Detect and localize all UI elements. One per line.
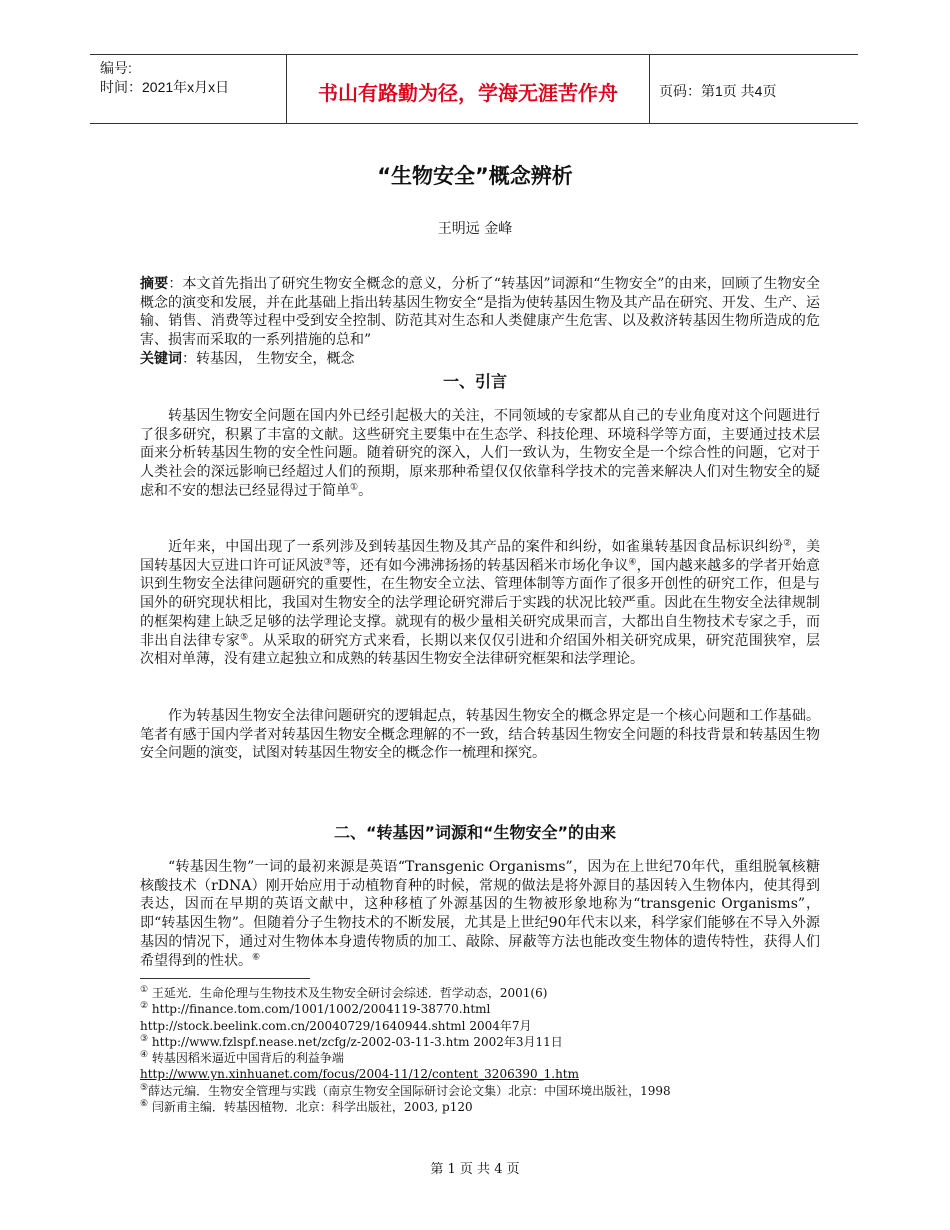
abstract-block [140,275,820,369]
abstract-label: 摘要 [140,276,169,292]
footnote-ref: ⑥ [252,951,261,962]
header-meta-cell [90,55,286,123]
footnote-item: ⑤薛达元编．生物安全管理与实践（南京生物安全国际研讨会论文集）北京：中国环境出版社，1998 [140,1082,671,1098]
document-number-label: 编号: [100,60,132,76]
article-authors: 王明远 金峰 [437,221,513,237]
header-page-info: 页码：第1页 共4页 [659,83,777,99]
section-1-paragraph-2: 近年来，中国出现了一系列涉及到转基因生物及其产品的案件和纠纷，如雀巢转基因食品标识纠纷②，美国转基因大豆进口许可证风波③等，还有如今沸沸扬扬的转基因稻米市场化争议④，国内越来越多的学者开始意识到生物安全法律问题研究的重要性，在生物安全立法、管理体制等方面作了很多开创性的研究工作，但是与国外的研究现状相比，我国对生物安全的法学理论研究滞后于实践的状况比较严重。因此在生物安全法律规制的框架构建上缺乏足够的法学理论支撑。就现有的极少量相关研究成果而言，大都出自生物技术专家之手，而非出自法律专家⑤。从采取的研究方式来看，长期以来仅仅引进和介绍国外相关研究成果，研究范围狭窄，层次相对单薄，没有建立起独立和成熟的转基因生物安全法律研究框架和法学理论。 [140,538,821,668]
section-1-heading: 一、引言 [442,372,507,391]
keywords-text: ：转基因， 生物安全，概念 [182,350,355,367]
document-header [90,54,858,124]
footnotes [140,985,840,1115]
section-1-paragraph-3: 作为转基因生物安全法律问题研究的逻辑起点，转基因生物安全的概念界定是一个核心问题和工作基础。笔者有感于国内学者对转基因生物安全概念理解的不一致，结合转基因生物安全问题的科技背景和转基因生物安全问题的演变，试图对转基因生物安全的概念作一梳理和探究。 [140,708,820,762]
section-2-paragraph-1: “转基因生物”一词的最初来源是英语“Transgenic Organisms”，因为在上世纪70年代，重组脱氧核糖核酸技术（rDNA）刚开始应用于动植物育种的时候，常规的做法是将外源目的基因转入生物体内，使其得到表达，因而在早期的英语文献中，这种移植了外源基因的生物被形象地称为“transgenic Organisms”，即“转基因生物”。但随着分子生物技术的不断发展，尤其是上世纪90年代末以来，科学家们能够在不导入外源基因的情况下，通过对生物体本身遗传物质的加工、敲除、屏蔽等方法也能改变生物体的遗传特性，获得人们希望得到的性状。⑥ [140,859,820,969]
footnote-item: ③ http://www.fzlspf.nease.net/zcfg/z-2002-03-11-3.htm 2002年3月11日 [140,1033,563,1049]
abstract-paragraph [140,275,820,350]
footnote-ref: ③ [323,557,332,568]
keywords-line [140,350,820,369]
footnote-separator [140,978,310,979]
footnote-ref: ① [350,482,359,493]
footnote-ref: ② [783,538,792,549]
footnote-item: ② http://finance.tom.com/1001/1002/2004119-38770.html [140,1001,491,1017]
document-time-label: 时间：2021年x月x日 [100,79,230,95]
keywords-label: 关键词 [140,350,182,367]
footnote-link[interactable]: http://www.yn.xinhuanet.com/focus/2004-11/12/content_3206390_1.htm [140,1067,579,1082]
section-2-heading: 二、“转基因”词源和“生物安全”的由来 [333,823,617,842]
footnote-item: ④ 转基因稻米逼近中国背后的利益争端 [140,1050,344,1066]
footnote-item: ⑥ 闫新甫主编．转基因植物．北京：科学出版社，2003, p120 [140,1099,473,1115]
footnote-item: http://stock.beelink.com.cn/20040729/1640944.shtml 2004年7月 [140,1018,532,1033]
footnote-ref: ④ [628,557,637,568]
header-page-cell [649,55,858,123]
header-motto-cell [286,55,650,123]
article-title: “生物安全”概念辨析 [377,164,573,188]
section-1-paragraph-1: 转基因生物安全问题在国内外已经引起极大的关注，不同领域的专家都从自己的专业角度对这个问题进行了很多研究，积累了丰富的文献。这些研究主要集中在生态学、科技伦理、环境科学等方面，主要通过技术层面来分析转基因生物的安全性问题。随着研究的深入，人们一致认为，生物安全是一个综合性的问题，它对于人类社会的深远影响已经超过人们的预期，原来那种希望仅仅依靠科学技术的完善来解决人们对生物安全的疑虑和不安的想法已经显得过于简单①。 [140,408,820,499]
abstract-text: ：本文首先指出了研究生物安全概念的意义，分析了“转基因”词源和“生物安全”的由来，回顾了生物安全概念的演变和发展，并在此基础上指出转基因生物安全“是指为使转基因生物及其产品在研究、开发、生产、运输、销售、消费等过程中受到安全控制、防范其对生态和人类健康产生危害、以及救济转基因生物所造成的危害、损害而采取的一系列措施的总和” [140,276,820,349]
header-motto: 书山有路勤为径，学海无涯苦作舟 [318,81,618,105]
page-footer: 第 1 页 共 4 页 [430,1162,520,1177]
footnote-ref: ⑤ [240,631,249,642]
footnote-item: ① 王延光．生命伦理与生物技术及生物安全研讨会综述．哲学动态，2001(6) [140,985,548,1000]
